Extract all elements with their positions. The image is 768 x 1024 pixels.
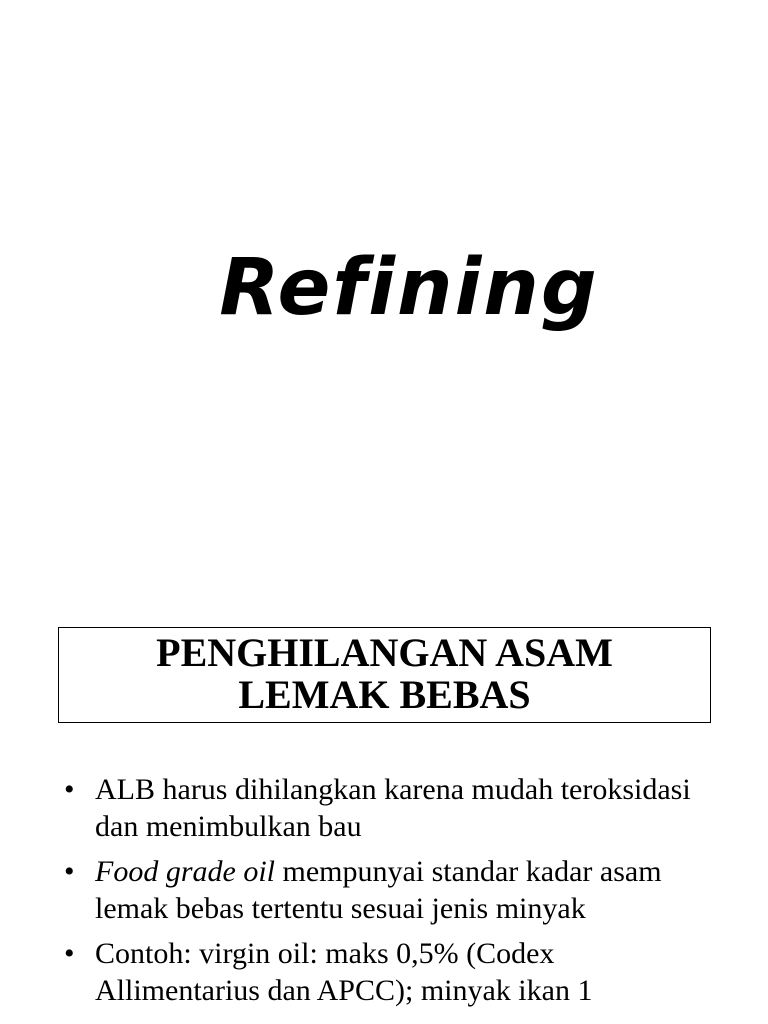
- list-item: [0, 853, 768, 927]
- bullet-list: [0, 771, 768, 1017]
- bullet-text: ALB harus dihilangkan karena mudah teroksidasi dan menimbulkan bau: [95, 773, 691, 843]
- bullet-text: mempunyai standar kadar asam lemak bebas tertentu sesuai jenis minyak: [95, 855, 662, 925]
- bullet-text: Contoh: virgin oil: maks 0,5% (Codex Allimentarius dan APCC); minyak ikan 1: [95, 937, 593, 1007]
- bullet-marker: •: [64, 855, 75, 888]
- bullet-marker: •: [64, 773, 75, 806]
- section-heading-box: [58, 627, 711, 723]
- bullet-emphasis: Food grade oil: [95, 855, 275, 888]
- list-item: [0, 935, 768, 1009]
- bullet-marker: •: [64, 937, 75, 970]
- section-heading-line-1: PENGHILANGAN ASAM: [156, 630, 613, 675]
- section-heading-line-2: LEMAK BEBAS: [238, 672, 531, 717]
- list-item: [0, 771, 768, 845]
- slide-title: Refining: [219, 243, 599, 333]
